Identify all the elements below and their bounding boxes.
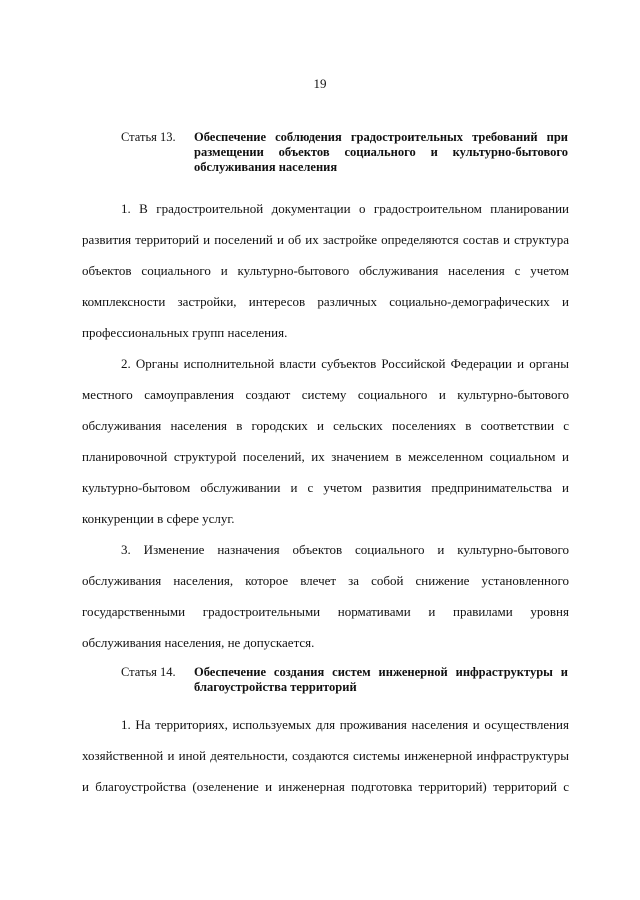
article-13-title-line: Обеспечение соблюдения градостроительных требований при xyxy=(194,130,568,144)
article-13-title-line: размещении объектов социального и культурно-бытового xyxy=(194,145,568,159)
text-line: хозяйственной и иной деятельности, создаются системы инженерной инфраструктуры xyxy=(82,748,569,763)
text-line: обслуживания населения в городских и сельских поселениях в соответствии с xyxy=(82,418,569,433)
text-line: планировочной структурой поселений, их значением в межселенном социальном и xyxy=(82,449,569,464)
text-line: местного самоуправления создают систему социального и культурно-бытового xyxy=(82,387,569,402)
text-line: объектов социального и культурно-бытового обслуживания населения с учетом xyxy=(82,263,569,278)
article-13-title xyxy=(194,130,568,175)
page-number: 19 xyxy=(313,76,327,91)
text-line: комплексности застройки, интересов различных социально-демографических и xyxy=(82,294,569,309)
text-line: конкуренции в сфере услуг. xyxy=(82,511,235,526)
text-line: обслуживания населения, которое влечет за собой снижение установленного xyxy=(82,573,569,588)
text-line: и благоустройства (озеленение и инженерная подготовка территорий) территорий с xyxy=(82,779,569,794)
text-line: профессиональных групп населения. xyxy=(82,325,288,340)
text-line: культурно-бытовом обслуживании и с учетом развития предпринимательства и xyxy=(82,480,569,495)
text-line: 1. В градостроительной документации о градостроительном планировании xyxy=(121,201,569,216)
article-14-title-line: благоустройства территорий xyxy=(194,680,357,694)
article-14-label: Статья 14. xyxy=(121,665,176,679)
article-14-title-line: Обеспечение создания систем инженерной инфраструктуры и xyxy=(194,665,568,679)
text-line: 3. Изменение назначения объектов социального и культурно-бытового xyxy=(121,542,569,557)
article-13-title-line: обслуживания населения xyxy=(194,160,338,174)
text-line: развития территорий и поселений и об их застройке определяются состав и структура xyxy=(82,232,569,247)
article-14-title xyxy=(194,665,568,695)
text-line: 2. Органы исполнительной власти субъектов Российской Федерации и органы xyxy=(121,356,569,371)
text-line: обслуживания населения, не допускается. xyxy=(82,635,315,650)
text-line: 1. На территориях, используемых для проживания населения и осуществления xyxy=(121,717,569,732)
article-13-label: Статья 13. xyxy=(121,130,176,144)
text-line: государственными градостроительными нормативами и правилами уровня xyxy=(82,604,569,619)
